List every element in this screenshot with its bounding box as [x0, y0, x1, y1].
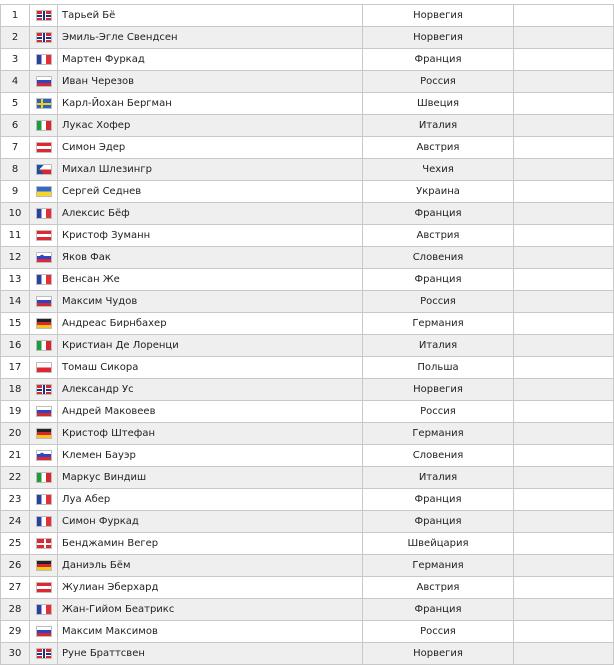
empty-cell [514, 357, 614, 379]
athlete-name-link[interactable]: Тарьей Бё [58, 5, 363, 27]
rank-cell: 21 [1, 445, 30, 467]
athlete-name-link[interactable]: Кристоф Штефан [58, 423, 363, 445]
czech-flag-icon [36, 164, 52, 175]
country-cell: Франция [363, 489, 514, 511]
empty-cell [514, 203, 614, 225]
country-cell: Польша [363, 357, 514, 379]
rank-cell: 15 [1, 313, 30, 335]
sweden-flag-icon [36, 98, 52, 109]
flag-cell [30, 445, 58, 467]
rank-cell: 27 [1, 577, 30, 599]
empty-cell [514, 533, 614, 555]
flag-cell [30, 27, 58, 49]
rank-cell: 9 [1, 181, 30, 203]
country-cell: Германия [363, 313, 514, 335]
rank-cell: 5 [1, 93, 30, 115]
empty-cell [514, 27, 614, 49]
france-flag-icon [36, 274, 52, 285]
rank-cell: 25 [1, 533, 30, 555]
rank-cell: 28 [1, 599, 30, 621]
country-cell: Италия [363, 467, 514, 489]
country-cell: Норвегия [363, 27, 514, 49]
flag-cell [30, 401, 58, 423]
italy-flag-icon [36, 120, 52, 131]
athlete-name-link[interactable]: Маркус Виндиш [58, 467, 363, 489]
table-row [1, 71, 614, 93]
athlete-name-link[interactable]: Бенджамин Вегер [58, 533, 363, 555]
flag-cell [30, 225, 58, 247]
country-cell: Норвегия [363, 379, 514, 401]
table-row [1, 137, 614, 159]
rank-cell: 10 [1, 203, 30, 225]
table-row [1, 335, 614, 357]
rank-cell: 16 [1, 335, 30, 357]
athlete-name-link[interactable]: Максим Максимов [58, 621, 363, 643]
rank-cell: 4 [1, 71, 30, 93]
athlete-name-link[interactable]: Лукас Хофер [58, 115, 363, 137]
empty-cell [514, 467, 614, 489]
athlete-name-link[interactable]: Венсан Же [58, 269, 363, 291]
athlete-name-link[interactable]: Клемен Бауэр [58, 445, 363, 467]
empty-cell [514, 159, 614, 181]
rank-cell: 6 [1, 115, 30, 137]
rank-cell: 23 [1, 489, 30, 511]
table-row [1, 181, 614, 203]
empty-cell [514, 423, 614, 445]
poland-flag-icon [36, 362, 52, 373]
slovenia-flag-icon [36, 450, 52, 461]
flag-cell [30, 115, 58, 137]
rank-cell: 11 [1, 225, 30, 247]
athlete-name-link[interactable]: Яков Фак [58, 247, 363, 269]
empty-cell [514, 137, 614, 159]
austria-flag-icon [36, 142, 52, 153]
country-cell: Франция [363, 599, 514, 621]
athlete-name-link[interactable]: Иван Черезов [58, 71, 363, 93]
flag-cell [30, 599, 58, 621]
rank-cell: 7 [1, 137, 30, 159]
empty-cell [514, 313, 614, 335]
austria-flag-icon [36, 230, 52, 241]
empty-cell [514, 71, 614, 93]
france-flag-icon [36, 516, 52, 527]
france-flag-icon [36, 54, 52, 65]
flag-cell [30, 181, 58, 203]
athlete-name-link[interactable]: Даниэль Бём [58, 555, 363, 577]
table-row [1, 599, 614, 621]
flag-cell [30, 269, 58, 291]
empty-cell [514, 335, 614, 357]
empty-cell [514, 225, 614, 247]
results-table-body [1, 5, 614, 665]
rank-cell: 20 [1, 423, 30, 445]
flag-cell [30, 335, 58, 357]
flag-cell [30, 203, 58, 225]
rank-cell: 12 [1, 247, 30, 269]
rank-cell: 26 [1, 555, 30, 577]
country-cell: Италия [363, 335, 514, 357]
flag-cell [30, 511, 58, 533]
country-cell: Франция [363, 49, 514, 71]
italy-flag-icon [36, 340, 52, 351]
table-row [1, 5, 614, 27]
country-cell: Россия [363, 291, 514, 313]
country-cell: Чехия [363, 159, 514, 181]
empty-cell [514, 49, 614, 71]
flag-cell [30, 467, 58, 489]
country-cell: Россия [363, 621, 514, 643]
table-row [1, 401, 614, 423]
germany-flag-icon [36, 318, 52, 329]
ukraine-flag-icon [36, 186, 52, 197]
table-row [1, 423, 614, 445]
rank-cell: 18 [1, 379, 30, 401]
slovenia-flag-icon [36, 252, 52, 263]
norway-flag-icon [36, 32, 52, 43]
table-row [1, 269, 614, 291]
flag-cell [30, 643, 58, 665]
table-row [1, 489, 614, 511]
rank-cell: 3 [1, 49, 30, 71]
athlete-name-link[interactable]: Александр Ус [58, 379, 363, 401]
country-cell: Франция [363, 203, 514, 225]
table-row [1, 225, 614, 247]
rank-cell: 1 [1, 5, 30, 27]
flag-cell [30, 137, 58, 159]
flag-cell [30, 5, 58, 27]
table-row [1, 467, 614, 489]
athlete-name-link[interactable]: Михал Шлезингр [58, 159, 363, 181]
empty-cell [514, 643, 614, 665]
flag-cell [30, 489, 58, 511]
empty-cell [514, 445, 614, 467]
rank-cell: 24 [1, 511, 30, 533]
germany-flag-icon [36, 428, 52, 439]
france-flag-icon [36, 208, 52, 219]
country-cell: Франция [363, 511, 514, 533]
empty-cell [514, 621, 614, 643]
table-row [1, 93, 614, 115]
athlete-name-link[interactable]: Кристиан Де Лоренци [58, 335, 363, 357]
flag-cell [30, 49, 58, 71]
country-cell: Россия [363, 71, 514, 93]
flag-cell [30, 247, 58, 269]
flag-cell [30, 159, 58, 181]
country-cell: Франция [363, 269, 514, 291]
empty-cell [514, 379, 614, 401]
table-row [1, 115, 614, 137]
empty-cell [514, 5, 614, 27]
country-cell: Украина [363, 181, 514, 203]
country-cell: Австрия [363, 225, 514, 247]
austria-flag-icon [36, 582, 52, 593]
norway-flag-icon [36, 648, 52, 659]
russia-flag-icon [36, 296, 52, 307]
athlete-name-link[interactable]: Андреас Бирнбахер [58, 313, 363, 335]
results-table [0, 4, 614, 665]
france-flag-icon [36, 604, 52, 615]
switzerland-flag-icon [36, 538, 52, 549]
flag-cell [30, 577, 58, 599]
country-cell: Норвегия [363, 5, 514, 27]
athlete-name-link[interactable]: Кристоф Зуманн [58, 225, 363, 247]
germany-flag-icon [36, 560, 52, 571]
rank-cell: 29 [1, 621, 30, 643]
russia-flag-icon [36, 406, 52, 417]
russia-flag-icon [36, 76, 52, 87]
athlete-name-link[interactable]: Жулиан Эберхард [58, 577, 363, 599]
athlete-name-link[interactable]: Симон Эдер [58, 137, 363, 159]
athlete-name-link[interactable]: Томаш Сикора [58, 357, 363, 379]
table-row [1, 511, 614, 533]
flag-cell [30, 71, 58, 93]
norway-flag-icon [36, 10, 52, 21]
rank-cell: 13 [1, 269, 30, 291]
athlete-name-link[interactable]: Андрей Маковеев [58, 401, 363, 423]
table-row [1, 555, 614, 577]
athlete-name-link[interactable]: Максим Чудов [58, 291, 363, 313]
athlete-name-link[interactable]: Алексис Бёф [58, 203, 363, 225]
table-row [1, 27, 614, 49]
empty-cell [514, 269, 614, 291]
empty-cell [514, 93, 614, 115]
athlete-name-link[interactable]: Карл-Йохан Бергман [58, 93, 363, 115]
table-row [1, 621, 614, 643]
flag-cell [30, 379, 58, 401]
empty-cell [514, 247, 614, 269]
table-row [1, 159, 614, 181]
table-row [1, 247, 614, 269]
rank-cell: 30 [1, 643, 30, 665]
rank-cell: 2 [1, 27, 30, 49]
rank-cell: 22 [1, 467, 30, 489]
country-cell: Австрия [363, 137, 514, 159]
flag-cell [30, 533, 58, 555]
rank-cell: 14 [1, 291, 30, 313]
flag-cell [30, 357, 58, 379]
flag-cell [30, 93, 58, 115]
athlete-name-link[interactable]: Сергей Седнев [58, 181, 363, 203]
norway-flag-icon [36, 384, 52, 395]
empty-cell [514, 577, 614, 599]
table-row [1, 313, 614, 335]
table-row [1, 643, 614, 665]
country-cell: Словения [363, 445, 514, 467]
country-cell: Германия [363, 423, 514, 445]
country-cell: Швеция [363, 93, 514, 115]
empty-cell [514, 115, 614, 137]
empty-cell [514, 489, 614, 511]
flag-cell [30, 621, 58, 643]
country-cell: Австрия [363, 577, 514, 599]
empty-cell [514, 401, 614, 423]
athlete-name-link[interactable]: Эмиль-Эгле Свендсен [58, 27, 363, 49]
empty-cell [514, 181, 614, 203]
country-cell: Россия [363, 401, 514, 423]
table-row [1, 533, 614, 555]
table-row [1, 49, 614, 71]
russia-flag-icon [36, 626, 52, 637]
table-row [1, 357, 614, 379]
country-cell: Словения [363, 247, 514, 269]
flag-cell [30, 291, 58, 313]
table-row [1, 379, 614, 401]
empty-cell [514, 555, 614, 577]
empty-cell [514, 291, 614, 313]
flag-cell [30, 423, 58, 445]
table-row [1, 577, 614, 599]
athlete-name-link[interactable]: Мартен Фуркад [58, 49, 363, 71]
rank-cell: 8 [1, 159, 30, 181]
table-row [1, 445, 614, 467]
table-row [1, 291, 614, 313]
empty-cell [514, 511, 614, 533]
flag-cell [30, 555, 58, 577]
country-cell: Норвегия [363, 643, 514, 665]
athlete-name-link[interactable]: Симон Фуркад [58, 511, 363, 533]
country-cell: Германия [363, 555, 514, 577]
athlete-name-link[interactable]: Руне Браттсвен [58, 643, 363, 665]
table-row [1, 203, 614, 225]
country-cell: Италия [363, 115, 514, 137]
rank-cell: 17 [1, 357, 30, 379]
empty-cell [514, 599, 614, 621]
country-cell: Швейцария [363, 533, 514, 555]
france-flag-icon [36, 494, 52, 505]
rank-cell: 19 [1, 401, 30, 423]
italy-flag-icon [36, 472, 52, 483]
athlete-name-link[interactable]: Жан-Гийом Беатрикс [58, 599, 363, 621]
athlete-name-link[interactable]: Луа Абер [58, 489, 363, 511]
flag-cell [30, 313, 58, 335]
